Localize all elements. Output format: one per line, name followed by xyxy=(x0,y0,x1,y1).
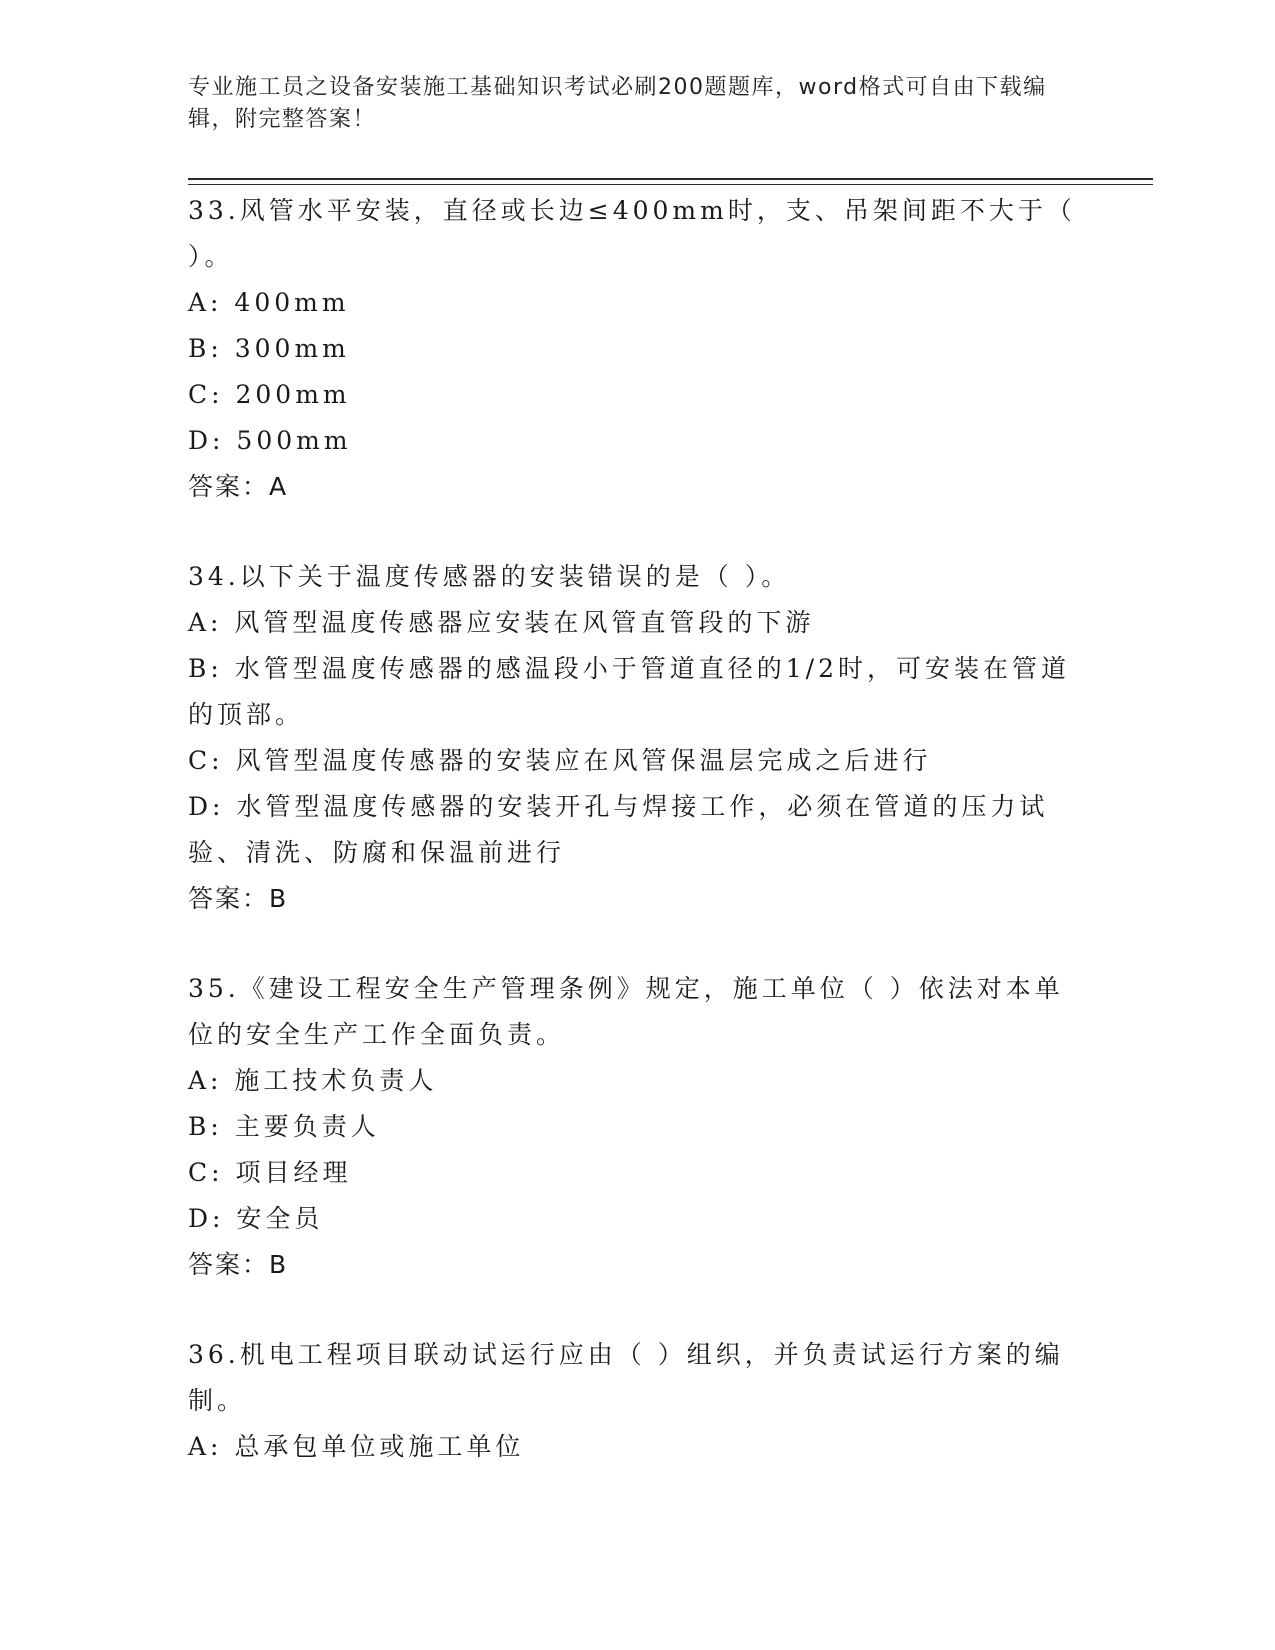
header-title: 专业施工员之设备安装施工基础知识考试必刷200题题库，word格式可自由下载编辑，附完整答案！ xyxy=(188,75,1047,132)
option-a: A: 风管型温度传感器应安装在风管直管段的下游 xyxy=(188,608,815,637)
question-list xyxy=(188,188,1078,1470)
document-header xyxy=(188,72,1068,136)
question-36 xyxy=(188,1332,1078,1470)
answer: 答案：A xyxy=(188,472,289,501)
question-text: 34.以下关于温度传感器的安装错误的是（ ）。 xyxy=(188,562,791,591)
answer: 答案：B xyxy=(188,1250,289,1279)
question-35 xyxy=(188,966,1078,1288)
question-text: 35.《建设工程安全生产管理条例》规定，施工单位（ ）依法对本单位的安全生产工作全面负责。 xyxy=(188,974,1064,1049)
option-d: D: 水管型温度传感器的安装开孔与焊接工作，必须在管道的压力试验、清洗、防腐和保温前进行 xyxy=(188,792,1049,867)
option-c: C: 项目经理 xyxy=(188,1158,352,1187)
option-d: D: 安全员 xyxy=(188,1204,324,1233)
header-divider-thick xyxy=(188,178,1153,180)
option-b: B: 水管型温度传感器的感温段小于管道直径的1/2时，可安装在管道的顶部。 xyxy=(188,654,1070,729)
option-d: D: 500mm xyxy=(188,426,352,455)
question-34 xyxy=(188,554,1078,922)
header-divider-thin xyxy=(188,184,1153,185)
option-b: B: 主要负责人 xyxy=(188,1112,380,1141)
option-c: C: 风管型温度传感器的安装应在风管保温层完成之后进行 xyxy=(188,746,932,775)
question-text: 33.风管水平安装，直径或长边≤400mm时，支、吊架间距不大于（ ）。 xyxy=(188,196,1076,271)
option-a: A: 总承包单位或施工单位 xyxy=(188,1432,525,1461)
question-33 xyxy=(188,188,1078,510)
answer: 答案：B xyxy=(188,884,289,913)
option-c: C: 200mm xyxy=(188,380,351,409)
option-a: A: 400mm xyxy=(188,288,350,317)
option-b: B: 300mm xyxy=(188,334,350,363)
question-text: 36.机电工程项目联动试运行应由（ ）组织，并负责试运行方案的编制。 xyxy=(188,1340,1064,1415)
option-a: A: 施工技术负责人 xyxy=(188,1066,438,1095)
